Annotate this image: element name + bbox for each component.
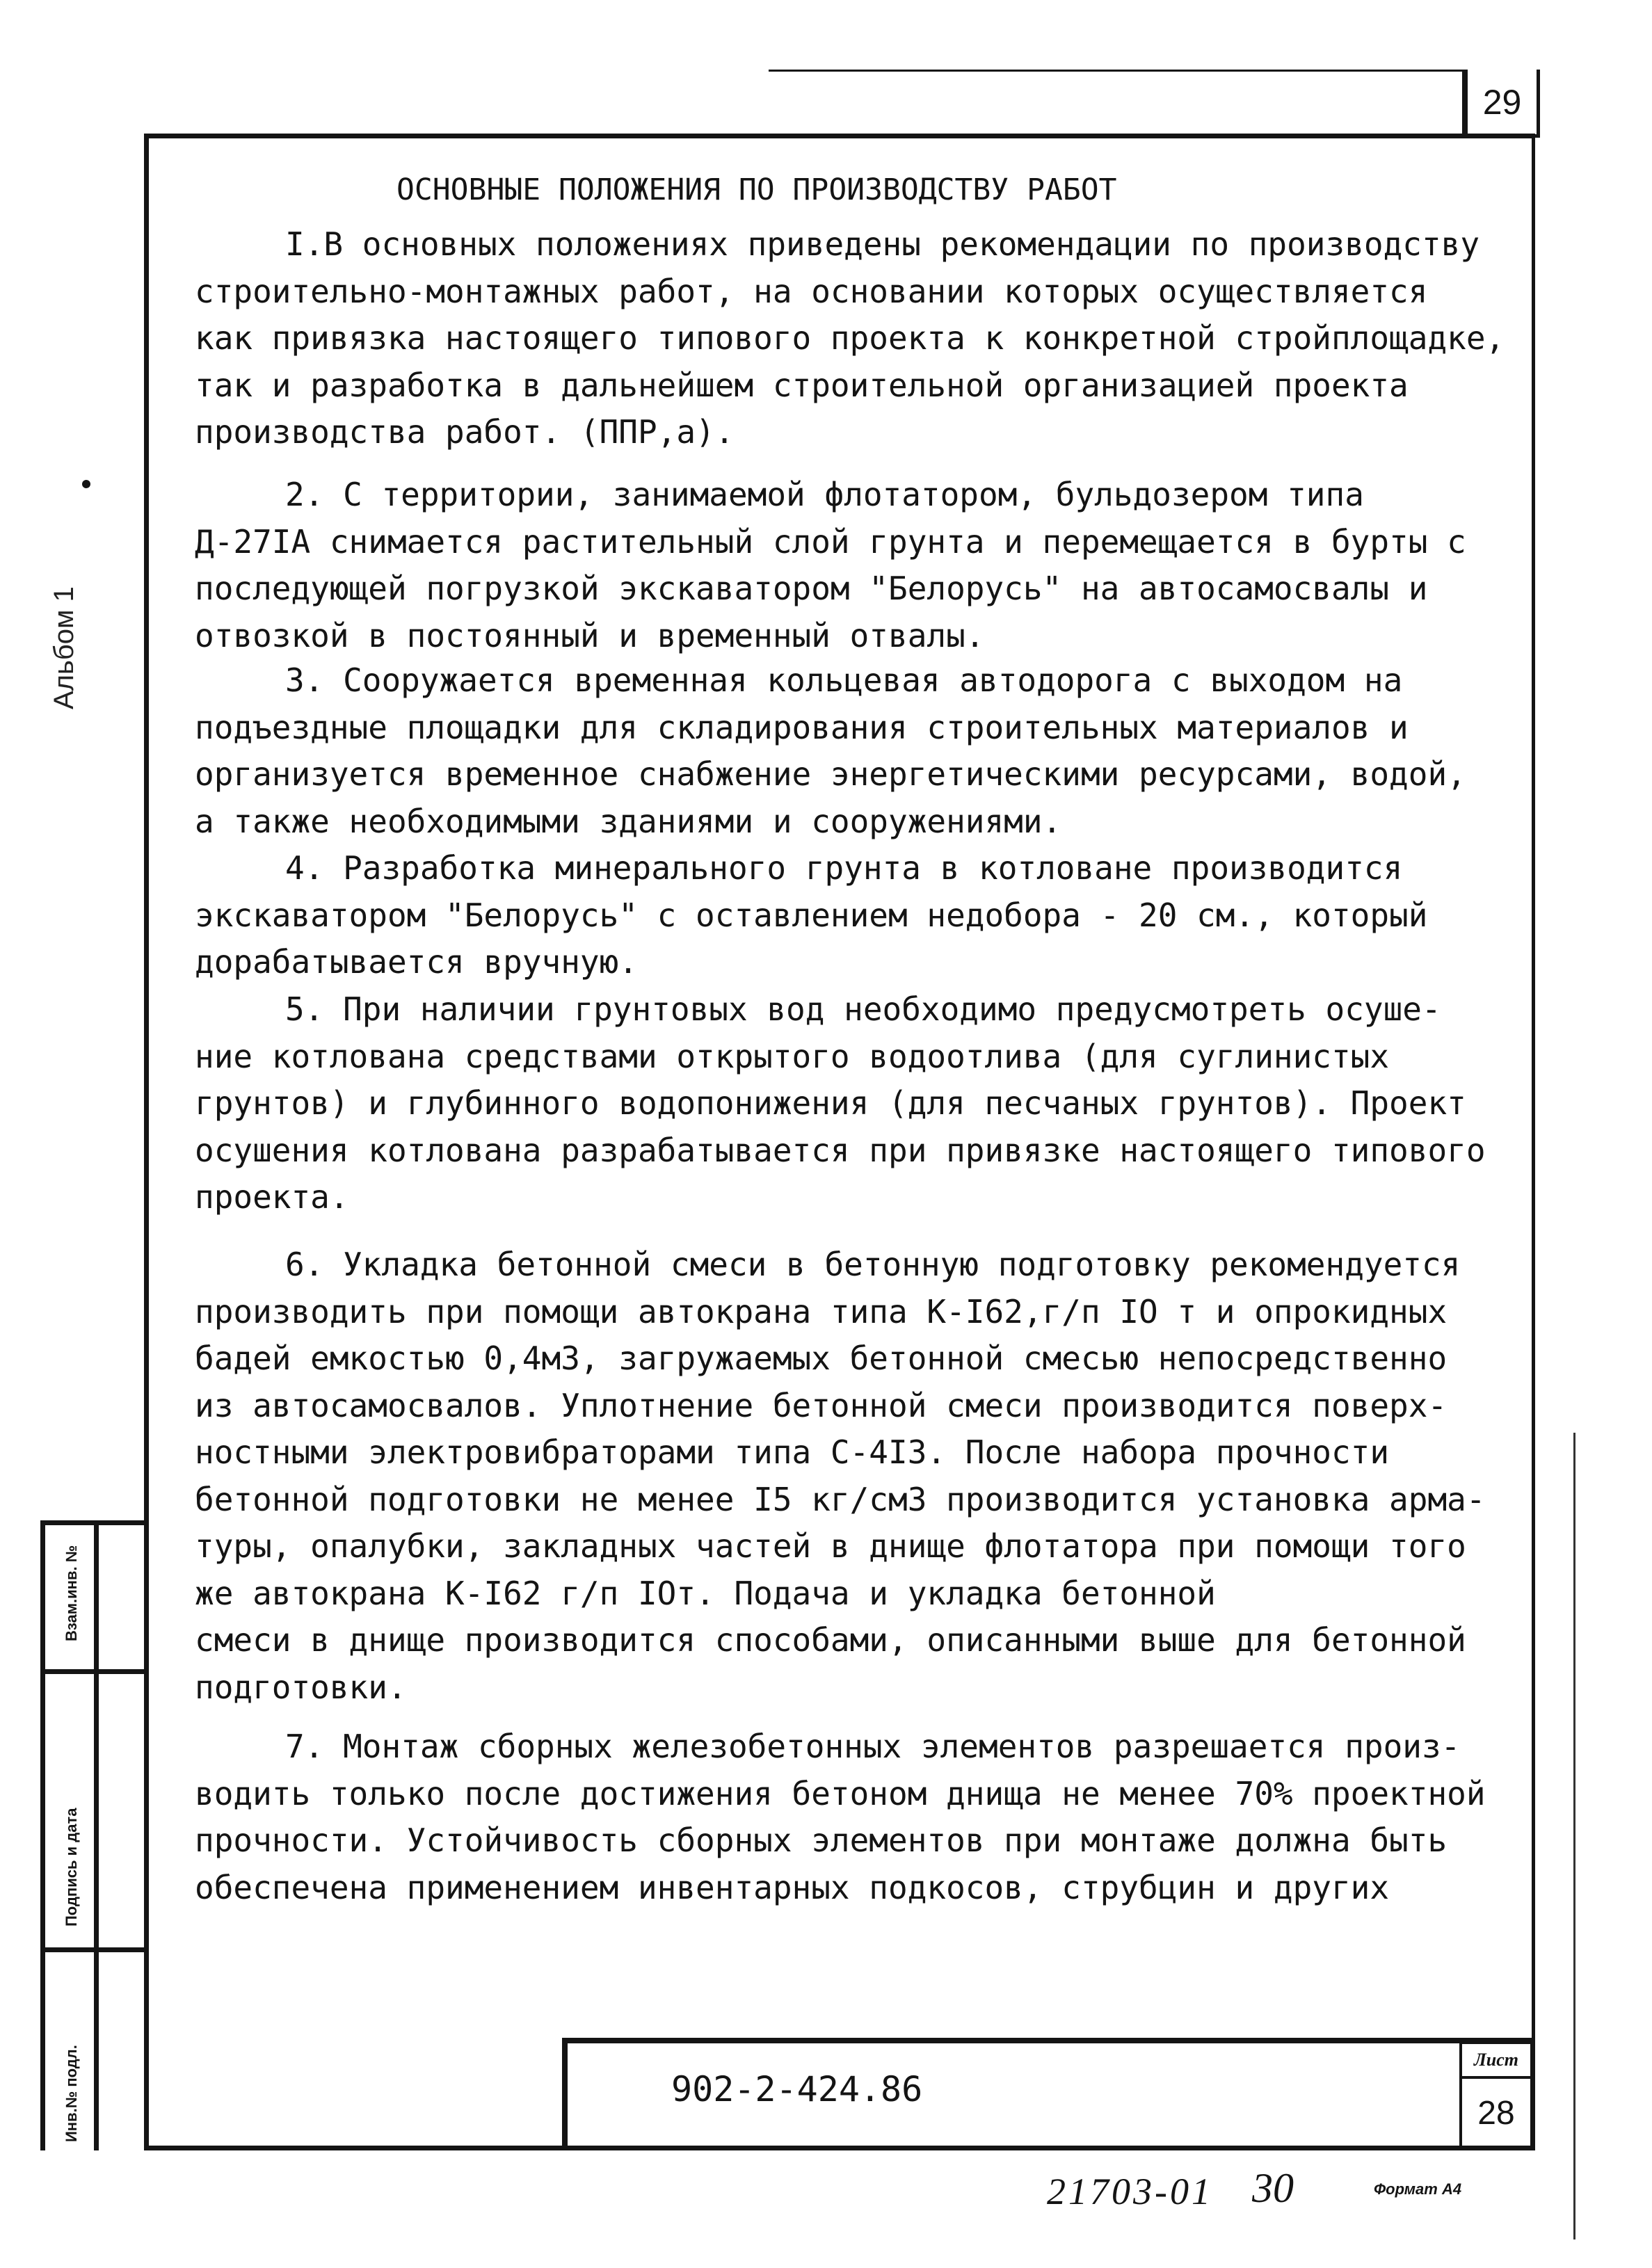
text-line: проекта. xyxy=(195,1178,349,1216)
sheet-label: Лист xyxy=(1459,2041,1533,2076)
strip-field-replaced-inv: Взам.инв. № xyxy=(63,1545,80,1641)
text-line: последующей погрузкой экскаватором "Белорусь" на автосамосвалы и xyxy=(195,570,1428,607)
text-line: а также необходимыми зданиями и сооружениями. xyxy=(195,802,1062,840)
text-line: 6. Укладка бетонной смеси в бетонную подготовку рекомендуется xyxy=(285,1246,1461,1283)
text-line: производства работ. (ППР,а). xyxy=(195,413,735,451)
text-line: отвозкой в постоянный и временный отвалы. xyxy=(195,616,985,654)
text-line: обеспечена применением инвентарных подкосов, струбцин и других xyxy=(195,1868,1390,1906)
text-line: 7. Монтаж сборных железобетонных элементов разрешается произ- xyxy=(285,1728,1461,1765)
handwritten-page-number: 30 xyxy=(1252,2165,1294,2211)
text-line: 5. При наличии грунтовых вод необходимо предусмотреть осуше- xyxy=(285,990,1441,1028)
binding-strip xyxy=(40,1520,145,2150)
text-line: дорабатывается вручную. xyxy=(195,943,638,981)
text-line: I.В основных положениях приведены рекомендации по производству xyxy=(285,225,1480,263)
inventory-number: 21703-01 xyxy=(1047,2171,1213,2212)
text-line: организуется временное снабжение энергетическими ресурсами, водой, xyxy=(195,755,1466,793)
strip-row-divider xyxy=(40,1669,145,1674)
album-dot xyxy=(82,480,90,488)
text-line: бетонной подготовки не менее I5 кг/см3 производится установка арма- xyxy=(195,1480,1486,1518)
text-line: как привязка настоящего типового проекта к конкретной стройплощадке, xyxy=(195,319,1505,357)
text-line: водить только после достижения бетоном днища не менее 70% проектной xyxy=(195,1774,1486,1812)
format-label: Формат А4 xyxy=(1374,2180,1462,2198)
text-line: прочности. Устойчивость сборных элементов при монтаже должна быть xyxy=(195,1821,1447,1859)
binding-strip-divider xyxy=(94,1520,99,2150)
text-line: же автокрана К-I62 г/п IOт. Подача и укладка бетонной xyxy=(195,1574,1216,1612)
text-line: производить при помощи автокрана типа К-I62,г/п IO т и опрокидных xyxy=(195,1292,1447,1330)
text-line: бадей емкостью 0,4м3, загружаемых бетонной смесью непосредственно xyxy=(195,1340,1447,1377)
paragraph-1 xyxy=(195,221,1505,456)
paragraph-5 xyxy=(195,986,1486,1221)
paragraph-2 xyxy=(195,472,1466,659)
album-label: Альбом 1 xyxy=(49,586,79,709)
text-line: из автосамосвалов. Уплотнение бетонной смеси производится поверх- xyxy=(195,1386,1447,1424)
text-line: экскаватором "Белорусь" с оставлением недобора - 20 см., который xyxy=(195,896,1428,934)
right-edge-line xyxy=(1573,1433,1575,2239)
text-line: подготовки. xyxy=(195,1668,407,1706)
paragraph-3 xyxy=(195,657,1466,845)
text-line: 3. Сооружается временная кольцевая автодорога с выходом на xyxy=(285,661,1403,699)
text-line: грунтов) и глубинного водопонижения (для песчаных грунтов). Проект xyxy=(195,1084,1466,1122)
sheet-number: 28 xyxy=(1459,2076,1533,2150)
text-line: осушения котлована разрабатывается при привязке настоящего типового xyxy=(195,1131,1486,1169)
text-line: ностными электровибраторами типа С-4I3. После набора прочности xyxy=(195,1433,1390,1471)
paragraph-6 xyxy=(195,1241,1486,1711)
document-code: 902-2-424.86 xyxy=(671,2069,923,2109)
document-title: ОСНОВНЫЕ ПОЛОЖЕНИЯ ПО ПРОИЗВОДСТВУ РАБОТ xyxy=(396,172,1117,207)
top-page-number: 29 xyxy=(1462,70,1540,138)
text-line: 4. Разработка минерального грунта в котловане производится xyxy=(285,849,1403,887)
paragraph-4 xyxy=(195,845,1427,986)
top-rule xyxy=(769,70,1464,72)
paragraph-7 xyxy=(195,1723,1486,1911)
text-line: подъездные площадки для складирования строительных материалов и xyxy=(195,708,1409,746)
strip-field-signature-date: Подпись и дата xyxy=(63,1808,80,1927)
text-line: Д-27IА снимается растительный слой грунта и перемещается в бурты с xyxy=(195,522,1466,561)
text-line: ние котлована средствами открытого водоотлива (для суглинистых xyxy=(195,1037,1390,1075)
strip-field-original-inv: Инв.№ подл. xyxy=(63,2045,80,2142)
strip-row-divider xyxy=(40,1947,145,1952)
text-line: строительно-монтажных работ, на основании которых осуществляется xyxy=(195,272,1428,310)
text-line: так и разработка в дальнейшем строительной организацией проекта xyxy=(195,366,1409,404)
text-line: туры, опалубки, закладных частей в днище флотатора при помощи того xyxy=(195,1527,1466,1565)
text-line: смеси в днище производится способами, описанными выше для бетонной xyxy=(195,1621,1466,1659)
text-line: 2. С территории, занимаемой флотатором, бульдозером типа xyxy=(285,476,1364,513)
